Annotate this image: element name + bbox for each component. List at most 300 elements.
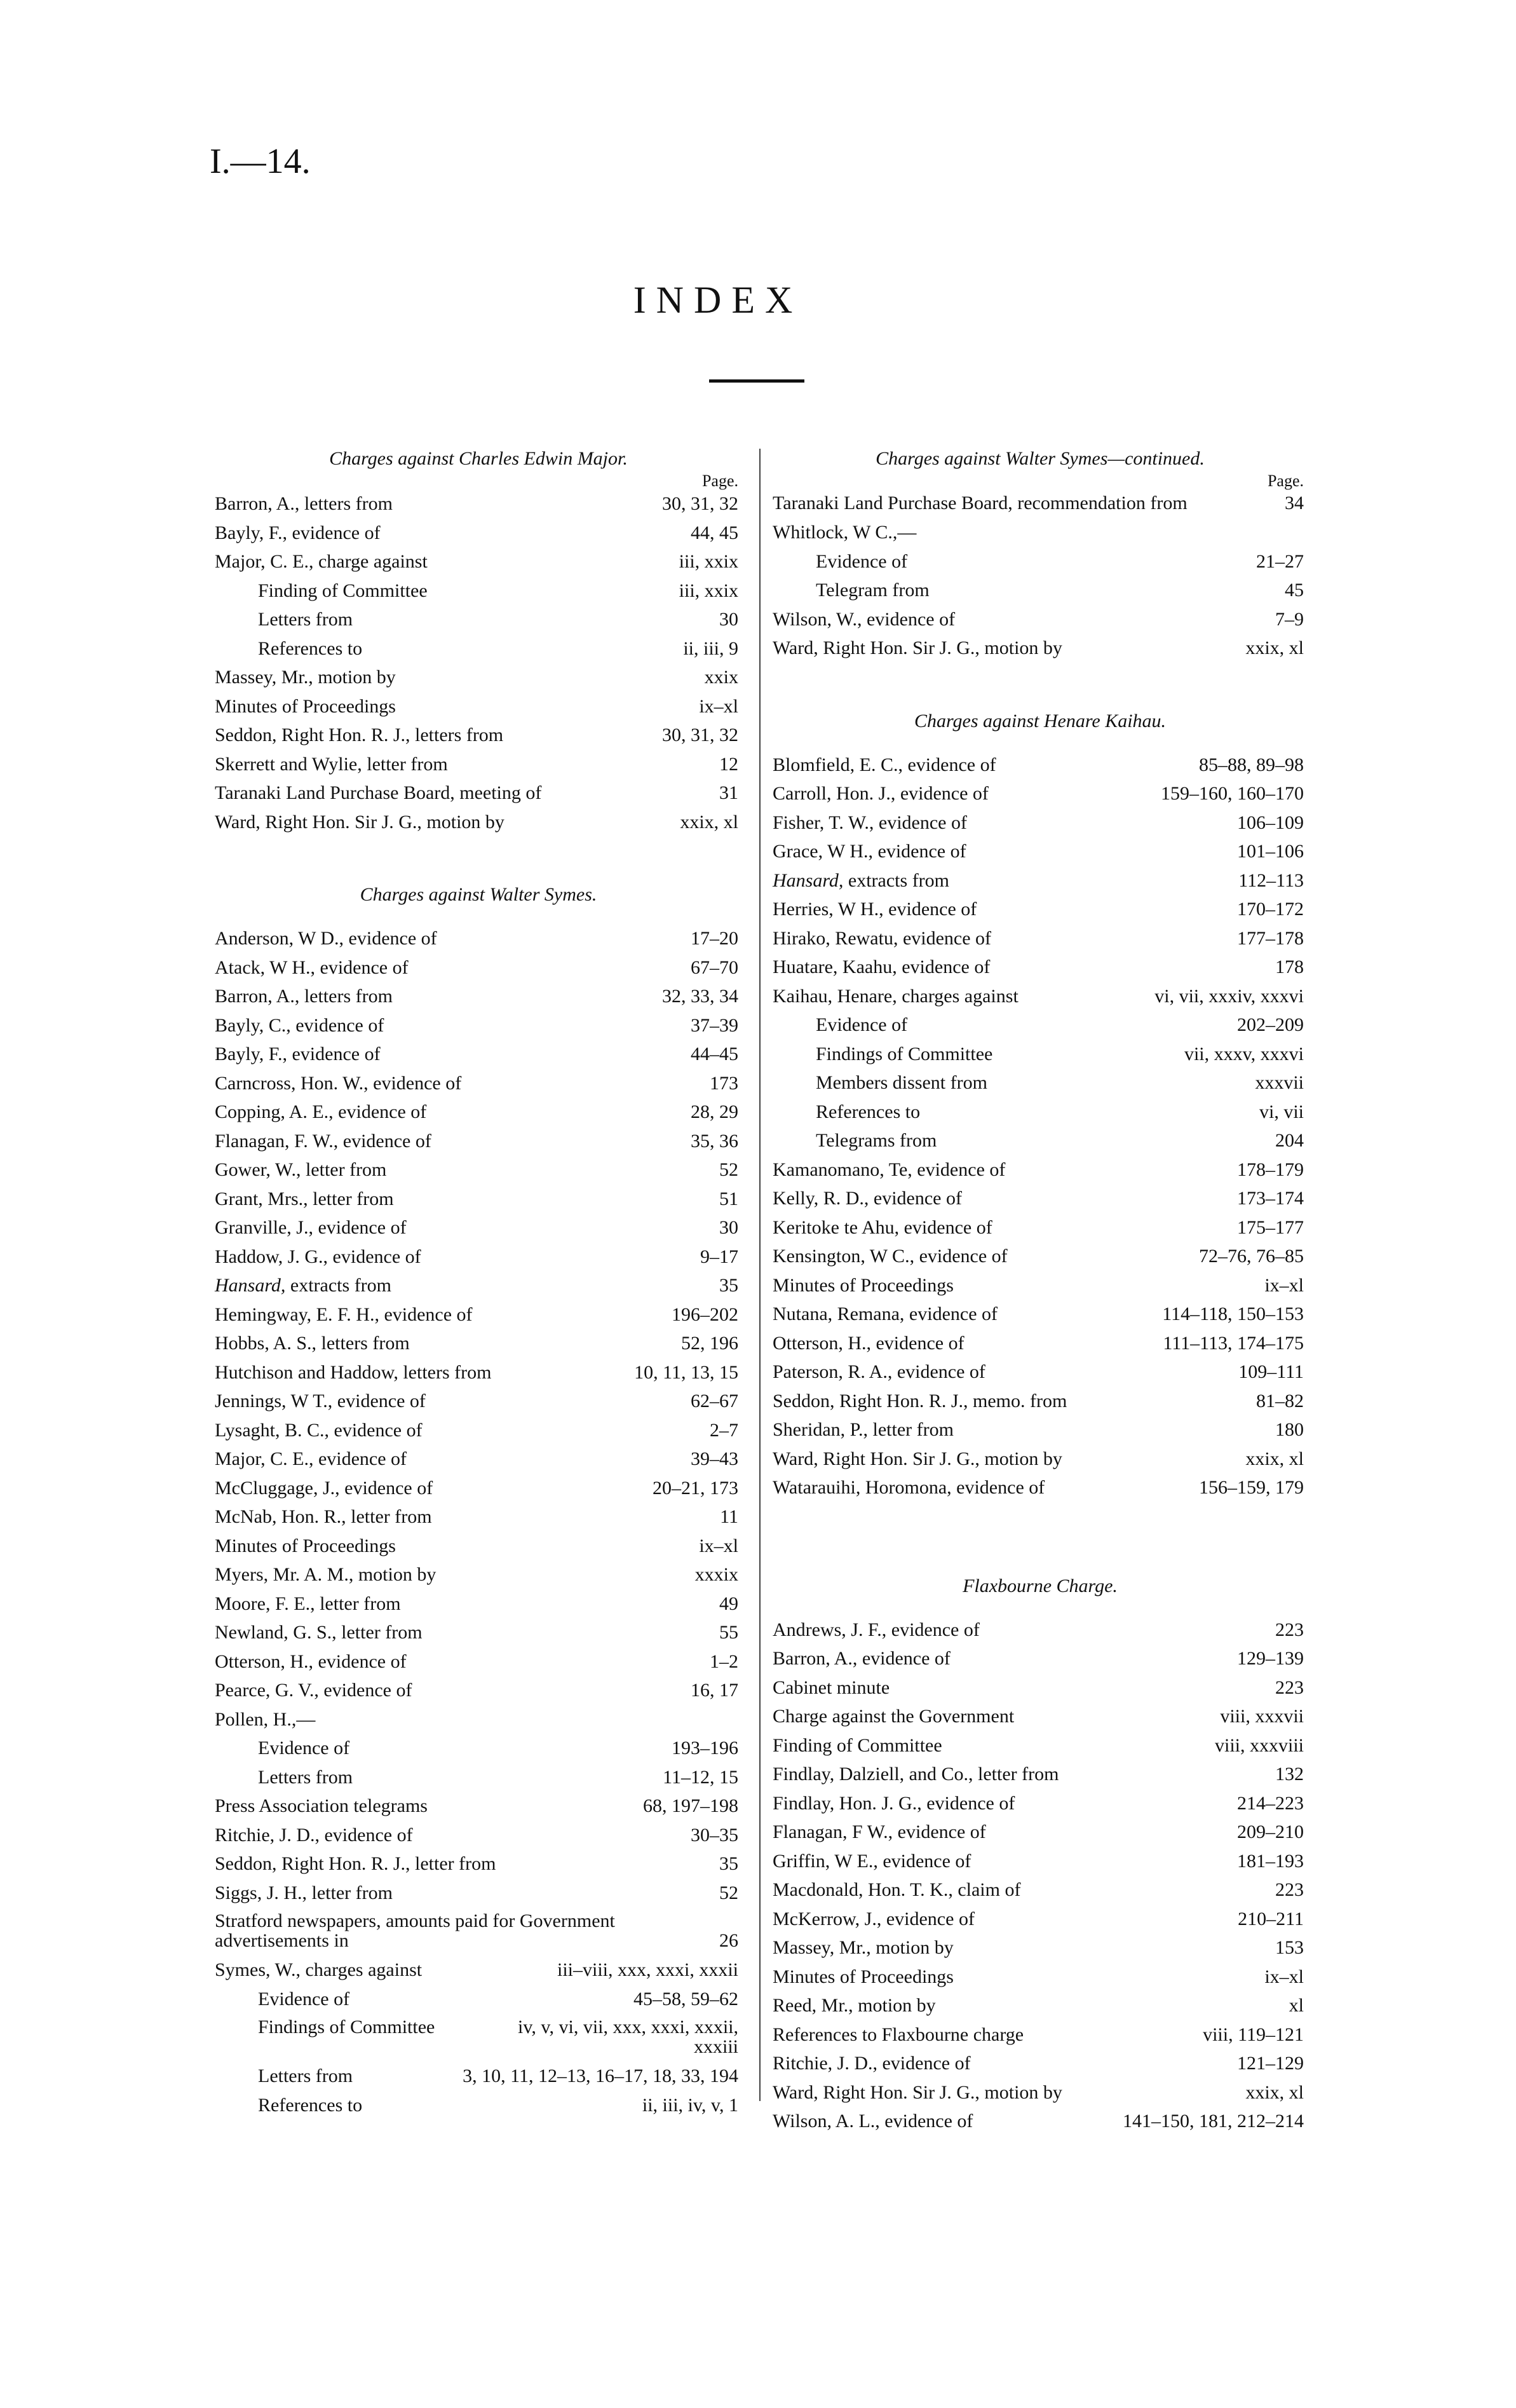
- entry-pages: 30, 31, 32: [662, 724, 738, 745]
- index-entry: [773, 1473, 1308, 1502]
- entry-pages: xxix, xl: [1245, 1448, 1304, 1469]
- entry-label: Kelly, R. D., evidence of: [773, 1188, 962, 1209]
- entry-label: Minutes of Proceedings: [773, 1274, 954, 1296]
- index-entry: [215, 1985, 742, 2014]
- entry-pages: 196–202: [672, 1303, 738, 1325]
- index-entry: [215, 1358, 742, 1387]
- index-entry: [215, 1329, 742, 1358]
- entry-label: Findlay, Dalziell, and Co., letter from: [773, 1764, 1059, 1785]
- index-entry: [773, 518, 1308, 547]
- entry-label: References to: [258, 637, 363, 659]
- entry-label: McNab, Hon. R., letter from: [215, 1506, 432, 1527]
- entry-pages: 72–76, 76–85: [1199, 1246, 1304, 1267]
- entry-label: Stratford newspapers, amounts paid for Government advertisements in: [215, 1910, 615, 1951]
- index-entry: [215, 1647, 742, 1677]
- entry-label: McKerrow, J., evidence of: [773, 1908, 975, 1929]
- entry-pages: 17–20: [691, 928, 738, 949]
- entry-label: Siggs, J. H., letter from: [215, 1882, 393, 1903]
- entry-pages: 44, 45: [691, 522, 738, 543]
- entry-pages: 39–43: [691, 1448, 738, 1469]
- section-title: Charges against Henare Kaihau.: [914, 710, 1167, 731]
- entry-label: Major, C. E., evidence of: [215, 1448, 407, 1469]
- index-entry: [773, 1068, 1308, 1098]
- index-entry: [773, 605, 1308, 634]
- entry-label-italic: Hansard,: [773, 869, 844, 891]
- entry-label: Bayly, F., evidence of: [215, 522, 381, 543]
- section-spacer: [773, 1600, 1308, 1616]
- entry-label: Kaihau, Henare, charges against: [773, 985, 1019, 1007]
- index-entry: [215, 924, 742, 953]
- index-entry: [773, 924, 1308, 953]
- entry-pages: 173: [710, 1072, 738, 1094]
- entry-pages: 30: [719, 1217, 738, 1238]
- index-entry: [215, 1560, 742, 1589]
- index-entry: [773, 1040, 1308, 1069]
- entry-label: Granville, J., evidence of: [215, 1217, 407, 1238]
- entry-label: Findlay, Hon. J. G., evidence of: [773, 1792, 1015, 1814]
- index-entry: [773, 1644, 1308, 1673]
- entry-pages: 173–174: [1237, 1188, 1304, 1209]
- entry-pages: 202–209: [1237, 1014, 1304, 1035]
- index-entry: [773, 1387, 1308, 1416]
- entry-pages: iii, xxix: [679, 580, 738, 601]
- index-entry: [773, 1415, 1308, 1445]
- entry-pages: 101–106: [1237, 841, 1304, 862]
- entry-label: Evidence of: [258, 1738, 350, 1758]
- entry-label: Ritchie, J. D., evidence of: [773, 2053, 971, 2074]
- entry-pages: 26: [719, 1930, 738, 1951]
- entry-label: Ward, Right Hon. Sir J. G., motion by: [773, 2081, 1062, 2103]
- page-column-label: Page.: [1267, 472, 1304, 490]
- entry-label: Kamanomano, Te, evidence of: [773, 1159, 1006, 1180]
- index-entry: [773, 1271, 1308, 1300]
- entry-label: Huatare, Kaahu, evidence of: [773, 956, 991, 977]
- index-entry: [215, 1879, 742, 1908]
- entry-label: Myers, Mr. A. M., motion by: [215, 1564, 437, 1585]
- entry-pages: 34: [1285, 493, 1304, 514]
- index-entry: [773, 634, 1308, 663]
- entry-pages: 68, 197–198: [643, 1795, 738, 1816]
- index-entry: [773, 1010, 1308, 1040]
- entry-label: Otterson, H., evidence of: [773, 1332, 964, 1354]
- index-entry: [773, 1242, 1308, 1271]
- entry-label: Paterson, R. A., evidence of: [773, 1361, 985, 1382]
- index-entry: [215, 750, 742, 779]
- index-entry: [215, 547, 742, 576]
- entry-pages: 159–160, 160–170: [1161, 783, 1304, 804]
- index-entry: [215, 1155, 742, 1185]
- entry-label: Massey, Mr., motion by: [773, 1937, 954, 1958]
- entry-label: Hobbs, A. S., letters from: [215, 1333, 410, 1354]
- index-entry: [215, 1792, 742, 1821]
- index-entry: [773, 982, 1308, 1011]
- entry-pages: 106–109: [1237, 812, 1304, 833]
- entry-pages: ix–xl: [699, 1535, 738, 1556]
- index-entry: [215, 779, 742, 808]
- index-entry: [773, 866, 1308, 895]
- index-entry: [773, 2049, 1308, 2078]
- entry-label: Seddon, Right Hon. R. J., letter from: [215, 1853, 496, 1874]
- entry-pages: 62–67: [691, 1391, 738, 1411]
- entry-pages: 52: [719, 1882, 738, 1903]
- entry-pages: 44–45: [691, 1044, 738, 1065]
- entry-pages: 21–27: [1256, 550, 1304, 572]
- entry-label: Newland, G. S., letter from: [215, 1622, 423, 1643]
- index-entry: [215, 2062, 742, 2091]
- entry-pages: 214–223: [1237, 1792, 1304, 1814]
- entry-label: Ritchie, J. D., evidence of: [215, 1824, 413, 1846]
- entry-label: Blomfield, E. C., evidence of: [773, 754, 996, 775]
- index-entry: [773, 1445, 1308, 1474]
- entry-pages: 12: [719, 753, 738, 775]
- index-entry: [773, 1357, 1308, 1387]
- entry-label: Atack, W H., evidence of: [215, 956, 409, 978]
- index-entry: [773, 1126, 1308, 1155]
- entry-label: Lysaght, B. C., evidence of: [215, 1419, 423, 1441]
- entry-pages: 223: [1275, 1619, 1304, 1640]
- index-entry: [215, 634, 742, 663]
- entry-pages: 3, 10, 11, 12–13, 16–17, 18, 33, 194: [463, 2065, 738, 2086]
- index-entry: [773, 1905, 1308, 1934]
- entry-pages: 121–129: [1237, 2053, 1304, 2074]
- index-entry: [215, 1734, 742, 1763]
- section-gap: [773, 1502, 1308, 1572]
- entry-label: Findings of Committee: [816, 1043, 993, 1065]
- index-entry: [773, 1098, 1308, 1127]
- entry-label: Anderson, W D., evidence of: [215, 928, 437, 949]
- index-entry: [773, 1818, 1308, 1847]
- entry-label: Andrews, J. F., evidence of: [773, 1619, 980, 1640]
- entry-pages: ix–xl: [1264, 1966, 1304, 1987]
- entry-pages: 32, 33, 34: [662, 986, 738, 1007]
- entry-pages: 193–196: [672, 1738, 738, 1758]
- entry-pages: 2–7: [710, 1419, 738, 1441]
- entry-label: Ward, Right Hon. Sir J. G., motion by: [773, 1448, 1062, 1469]
- index-entry: [215, 1705, 742, 1734]
- entry-label: Moore, F. E., letter from: [215, 1593, 401, 1614]
- section-title: Charges against Walter Symes.: [360, 884, 597, 905]
- entry-label: Charge against the Government: [773, 1706, 1015, 1727]
- entry-label: Hansard, extracts from: [215, 1275, 392, 1296]
- index-entry: [773, 576, 1308, 605]
- entry-pages: 85–88, 89–98: [1199, 754, 1304, 775]
- entry-label: Finding of Committee: [258, 580, 428, 601]
- entry-pages: 11: [720, 1506, 738, 1527]
- entry-label: References to: [816, 1101, 921, 1122]
- entry-pages: 204: [1275, 1130, 1304, 1151]
- entry-pages: vii, xxxv, xxxvi: [1184, 1043, 1304, 1065]
- entry-pages: 132: [1275, 1764, 1304, 1785]
- entry-label: Symes, W., charges against: [215, 1959, 423, 1980]
- entry-pages: 223: [1275, 1879, 1304, 1900]
- entry-pages: 81–82: [1256, 1390, 1304, 1411]
- entry-label: Carncross, Hon. W., evidence of: [215, 1072, 462, 1094]
- entry-label: Minutes of Proceedings: [773, 1966, 954, 1987]
- entry-pages: xxix, xl: [1245, 637, 1304, 658]
- index-entry: [215, 808, 742, 837]
- entry-pages: viii, 119–121: [1203, 2024, 1304, 2045]
- entry-label: Copping, A. E., evidence of: [215, 1101, 427, 1122]
- entry-label: Telegram from: [816, 580, 930, 601]
- entry-pages: 31: [719, 782, 738, 803]
- entry-label: Ward, Right Hon. Sir J. G., motion by: [773, 637, 1062, 658]
- entry-pages: viii, xxxviii: [1214, 1734, 1304, 1756]
- entry-pages: 209–210: [1237, 1821, 1304, 1842]
- entry-label: Letters from: [258, 1766, 353, 1788]
- index-entry: [773, 895, 1308, 924]
- entry-pages: 180: [1275, 1419, 1304, 1440]
- entry-pages: 55: [719, 1622, 738, 1643]
- index-entry: [215, 1763, 742, 1792]
- entry-pages: 37–39: [691, 1014, 738, 1036]
- entry-label: Haddow, J. G., evidence of: [215, 1246, 421, 1267]
- entry-label: Wilson, W., evidence of: [773, 608, 956, 630]
- entry-pages: vi, vii: [1259, 1101, 1304, 1122]
- entry-pages: ix–xl: [699, 695, 738, 717]
- entry-label: Hirako, Rewatu, evidence of: [773, 927, 992, 949]
- entry-label: Barron, A., evidence of: [773, 1648, 951, 1669]
- entry-pages: 141–150, 181, 212–214: [1123, 2111, 1304, 2132]
- entry-label: Nutana, Remana, evidence of: [773, 1303, 998, 1324]
- entry-pages: ix–xl: [1264, 1274, 1304, 1296]
- entry-pages: 35: [719, 1853, 738, 1874]
- page-reference: I.—14.: [210, 142, 311, 181]
- entry-label: Press Association telegrams: [215, 1795, 428, 1816]
- entry-label: Minutes of Proceedings: [215, 1535, 396, 1556]
- entry-label: Seddon, Right Hon. R. J., letters from: [215, 724, 504, 745]
- entry-label: Reed, Mr., motion by: [773, 1995, 936, 2016]
- index-entry: [773, 1847, 1308, 1876]
- index-entry: [215, 1127, 742, 1156]
- entry-pages: vi, vii, xxxiv, xxxvi: [1154, 985, 1304, 1007]
- index-entry: [773, 1300, 1308, 1329]
- index-entry: [773, 1731, 1308, 1760]
- section-gap: [773, 663, 1308, 707]
- entry-label: Letters from: [258, 609, 353, 630]
- entry-pages: 67–70: [691, 956, 738, 978]
- index-entry: [215, 576, 742, 606]
- page-column-label: Page.: [701, 472, 738, 490]
- entry-label: Barron, A., letters from: [215, 493, 393, 514]
- entry-pages: 170–172: [1237, 899, 1304, 920]
- index-entry: [215, 1445, 742, 1474]
- index-entry: [215, 2013, 742, 2062]
- entry-label: References to Flaxbourne charge: [773, 2024, 1024, 2045]
- index-entry: [215, 605, 742, 634]
- entry-pages: 156–159, 179: [1199, 1477, 1304, 1498]
- entry-pages: 30–35: [691, 1824, 738, 1846]
- entry-label: Keritoke te Ahu, evidence of: [773, 1216, 992, 1238]
- entry-pages: 109–111: [1238, 1361, 1304, 1382]
- column-divider: [759, 449, 761, 2101]
- index-entry: [215, 1271, 742, 1300]
- entry-label: Wilson, A. L., evidence of: [773, 2111, 973, 2132]
- entry-pages: 30: [719, 609, 738, 630]
- entry-label: Pollen, H.,—: [215, 1708, 316, 1730]
- entry-label: McCluggage, J., evidence of: [215, 1477, 433, 1499]
- entry-label: Taranaki Land Purchase Board, recommendation from: [773, 493, 1188, 514]
- entry-pages: 181–193: [1237, 1850, 1304, 1872]
- entry-label: Kensington, W C., evidence of: [773, 1246, 1008, 1267]
- entry-label: Hemingway, E. F. H., evidence of: [215, 1303, 473, 1325]
- section-title: Charges against Charles Edwin Major.: [329, 448, 628, 469]
- right-column: [773, 445, 1308, 2136]
- entry-pages: xxxix: [694, 1564, 738, 1585]
- entry-pages: 16, 17: [691, 1680, 738, 1701]
- entry-pages: 52: [719, 1159, 738, 1180]
- entry-label: Whitlock, W C.,—: [773, 522, 917, 543]
- index-entry: [215, 1956, 742, 1985]
- index-entry: [773, 1155, 1308, 1185]
- entry-label: Evidence of: [816, 1014, 908, 1035]
- index-entry: [773, 1933, 1308, 1962]
- entry-label: Griffin, W E., evidence of: [773, 1850, 971, 1872]
- index-entry: [215, 1185, 742, 1214]
- index-entry: [773, 489, 1308, 518]
- index-entry: [773, 1673, 1308, 1703]
- entry-pages: 1–2: [710, 1650, 738, 1672]
- entry-pages: 45–58, 59–62: [633, 1988, 738, 2010]
- index-entry: [773, 1875, 1308, 1905]
- index-entry: [215, 1589, 742, 1619]
- section-spacer: [215, 909, 742, 924]
- entry-label: Seddon, Right Hon. R. J., memo. from: [773, 1390, 1067, 1411]
- entry-label: Ward, Right Hon. Sir J. G., motion by: [215, 811, 504, 833]
- entry-label: Watarauihi, Horomona, evidence of: [773, 1477, 1045, 1498]
- index-entry: [215, 1213, 742, 1242]
- index-entry: [773, 2107, 1308, 2136]
- index-entry: [215, 1098, 742, 1127]
- index-entry: [215, 489, 742, 519]
- entry-label: Bayly, F., evidence of: [215, 1044, 381, 1065]
- entry-pages: 178–179: [1237, 1159, 1304, 1180]
- section-spacer: [773, 735, 1308, 751]
- entry-pages: iii–viii, xxx, xxxi, xxxii: [557, 1959, 738, 1980]
- entry-pages: 30, 31, 32: [662, 493, 738, 514]
- entry-label: Members dissent from: [816, 1072, 987, 1093]
- entry-pages: 35: [719, 1275, 738, 1296]
- index-entry: [773, 1789, 1308, 1818]
- entry-label: Evidence of: [258, 1988, 350, 2010]
- entry-pages: 11–12, 15: [663, 1766, 738, 1788]
- index-entry: [215, 1676, 742, 1705]
- entry-pages: 112–113: [1238, 869, 1304, 891]
- entry-pages: 111–113, 174–175: [1163, 1332, 1304, 1354]
- left-column: [215, 445, 742, 2119]
- entry-pages: 20–21, 173: [653, 1477, 738, 1499]
- index-entry: [773, 808, 1308, 838]
- entry-label: Herries, W H., evidence of: [773, 899, 977, 920]
- section-gap: [215, 836, 742, 881]
- index-entry: [773, 1991, 1308, 2020]
- entry-label: Cabinet minute: [773, 1677, 890, 1698]
- entry-label: Grant, Mrs., letter from: [215, 1188, 394, 1209]
- entry-pages: 28, 29: [691, 1101, 738, 1122]
- index-entry: [215, 519, 742, 548]
- index-entry: [215, 1502, 742, 1532]
- entry-label: Findings of Committee: [258, 2017, 435, 2037]
- entry-pages: 114–118, 150–153: [1162, 1303, 1304, 1324]
- entry-label: Skerrett and Wylie, letter from: [215, 753, 448, 775]
- entry-pages: viii, xxxvii: [1220, 1706, 1304, 1727]
- index-entry: [215, 1387, 742, 1416]
- index-entry: [773, 1760, 1308, 1789]
- index-entry: [773, 779, 1308, 808]
- index-entry: [215, 1242, 742, 1272]
- entry-pages: 51: [719, 1188, 738, 1209]
- entry-label: Flanagan, F W., evidence of: [773, 1821, 986, 1842]
- index-entry: [773, 2078, 1308, 2107]
- entry-pages: 35, 36: [691, 1130, 738, 1152]
- index-entry: [215, 1040, 742, 1069]
- entry-label: Massey, Mr., motion by: [215, 667, 396, 688]
- entry-pages: 178: [1275, 956, 1304, 977]
- entry-label: Fisher, T. W., evidence of: [773, 812, 967, 833]
- index-entry: [215, 1907, 742, 1956]
- index-title: INDEX: [633, 279, 803, 321]
- index-entry: [215, 1474, 742, 1503]
- entry-label: Telegrams from: [816, 1130, 937, 1151]
- index-entry: [773, 1213, 1308, 1242]
- index-entry: [215, 982, 742, 1011]
- entry-pages: xl: [1289, 1995, 1304, 2016]
- entry-label: Pearce, G. V., evidence of: [215, 1680, 412, 1701]
- index-entry: [773, 1329, 1308, 1358]
- entry-label: Major, C. E., charge against: [215, 551, 428, 572]
- index-entry: [773, 751, 1308, 780]
- entry-pages: 9–17: [700, 1246, 738, 1267]
- entry-label: Hansard, extracts from: [773, 869, 950, 891]
- entry-label: Macdonald, Hon. T. K., claim of: [773, 1879, 1021, 1900]
- entry-label: Barron, A., letters from: [215, 986, 393, 1007]
- index-entry: [215, 1300, 742, 1330]
- entry-label: Finding of Committee: [773, 1734, 942, 1756]
- entry-label: Taranaki Land Purchase Board, meeting of: [215, 782, 542, 803]
- entry-pages: iv, v, vi, vii, xxx, xxxi, xxxii, xxxiii: [518, 2017, 738, 2057]
- entry-label: References to: [258, 2094, 363, 2116]
- index-entry: [773, 837, 1308, 866]
- index-entry: [215, 1069, 742, 1098]
- section-title: Flaxbourne Charge.: [963, 1575, 1118, 1596]
- entry-pages: ii, iii, 9: [683, 637, 738, 659]
- index-entry: [215, 1821, 742, 1850]
- index-entry: [773, 1962, 1308, 1992]
- entry-pages: 223: [1275, 1677, 1304, 1698]
- index-entry: [773, 2020, 1308, 2050]
- index-entry: [215, 721, 742, 750]
- entry-pages: ii, iii, iv, v, 1: [642, 2094, 738, 2116]
- entry-pages: xxix: [704, 667, 738, 688]
- index-entry: [773, 1702, 1308, 1731]
- index-entry: [215, 1416, 742, 1445]
- entry-pages: 49: [719, 1593, 738, 1614]
- entry-label: Minutes of Proceedings: [215, 695, 396, 717]
- entry-label: Grace, W H., evidence of: [773, 841, 966, 862]
- entry-label: Letters from: [258, 2065, 353, 2086]
- entry-pages: xxix, xl: [680, 811, 738, 833]
- entry-label: Otterson, H., evidence of: [215, 1650, 407, 1672]
- entry-label: Bayly, C., evidence of: [215, 1014, 384, 1036]
- index-entry: [773, 1616, 1308, 1645]
- entry-label-italic: Hansard,: [215, 1275, 286, 1296]
- entry-pages: 177–178: [1237, 927, 1304, 949]
- entry-pages: iii, xxix: [679, 551, 738, 572]
- entry-pages: xxxvii: [1255, 1072, 1304, 1093]
- entry-pages: 10, 11, 13, 15: [634, 1361, 738, 1383]
- entry-label: Carroll, Hon. J., evidence of: [773, 783, 989, 804]
- index-entry: [215, 1849, 742, 1879]
- entry-label: Hutchison and Haddow, letters from: [215, 1361, 492, 1383]
